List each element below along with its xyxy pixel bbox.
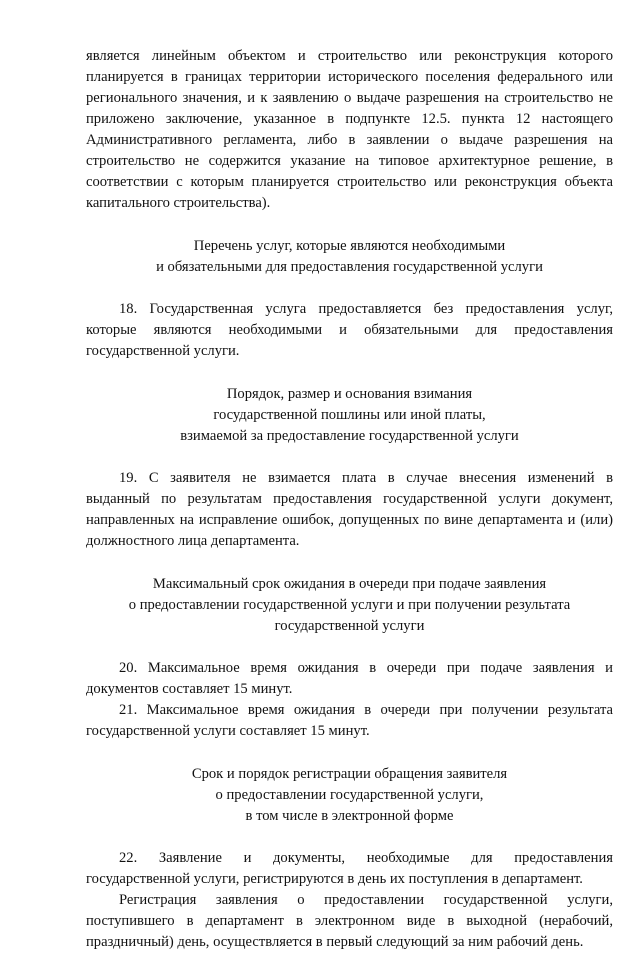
text-line: праздничный) день, осуществляется в первый следующий за ним рабочий день. bbox=[86, 934, 584, 950]
text-line: является линейным объектом и строительство или реконструкция которого bbox=[86, 48, 613, 64]
paragraph-intro bbox=[86, 46, 613, 214]
text-line: регионального значения, и к заявлению о выдаче разрешения на строительство не bbox=[86, 90, 613, 106]
heading-fee: Порядок, размер и основания взимания государственной пошлины или иной платы, взимаемой за предоставление государственной услуги bbox=[180, 386, 519, 444]
text-line: государственной услуги составляет 15 минут. bbox=[86, 723, 370, 739]
text-line: Регистрация заявления о предоставлении государственной услуги, bbox=[119, 892, 613, 908]
heading-queue: Максимальный срок ожидания в очереди при подаче заявления о предоставлении государственной услуги и при получении результата государственной услуги bbox=[128, 576, 571, 634]
text-line: 21. Максимальное время ожидания в очереди при получении результата bbox=[119, 702, 613, 718]
text-line: выданный по результатам предоставления государственной услуги документ, bbox=[86, 491, 613, 507]
text-line: государственной услуги, регистрируются в день их поступления в департамент. bbox=[86, 871, 583, 887]
text-line: направленных на исправление ошибок, допущенных по вине департамента и (или) bbox=[86, 512, 613, 528]
document-page bbox=[86, 46, 613, 953]
text-line: поступившего в департамент в электронном виде в выходной (нерабочий, bbox=[86, 913, 613, 929]
text-line: должностного лица департамента. bbox=[86, 533, 300, 549]
heading-services: Перечень услуг, которые являются необходимыми и обязательными для предоставления государственной услуги bbox=[156, 238, 543, 275]
text-line: строительство не содержится указание на типовое архитектурное решение, в bbox=[86, 153, 613, 169]
paragraph-18 bbox=[86, 299, 613, 362]
paragraph-20 bbox=[86, 658, 613, 700]
paragraph-22 bbox=[86, 848, 613, 890]
text-line: 19. С заявителя не взимается плата в случае внесения изменений в bbox=[119, 470, 613, 486]
text-line: капитального строительства). bbox=[86, 195, 271, 211]
text-line: планируется в границах территории исторического поселения федерального или bbox=[86, 69, 613, 85]
paragraph-21 bbox=[86, 700, 613, 742]
text-line: 22. Заявление и документы, необходимые для предоставления bbox=[119, 850, 613, 866]
paragraph-19 bbox=[86, 468, 613, 552]
heading-registration: Срок и порядок регистрации обращения заявителя о предоставлении государственной услуги, в том числе в электронной форме bbox=[191, 766, 508, 824]
text-line: документов составляет 15 минут. bbox=[86, 681, 293, 697]
text-line: приложено заключение, указанное в подпункте 12.5. пункта 12 настоящего bbox=[86, 111, 613, 127]
text-line: которые являются необходимыми и обязательными для предоставления bbox=[86, 322, 613, 338]
paragraph-22-registration bbox=[86, 890, 613, 953]
text-line: Административного регламента, либо в заявлении о выдаче разрешения на bbox=[86, 132, 613, 148]
text-line: государственной услуги. bbox=[86, 343, 240, 359]
text-line: 20. Максимальное время ожидания в очереди при подаче заявления и bbox=[119, 660, 613, 676]
text-line: 18. Государственная услуга предоставляется без предоставления услуг, bbox=[119, 301, 613, 317]
text-line: соответствии с которым планируется строительство или реконструкция объекта bbox=[86, 174, 613, 190]
